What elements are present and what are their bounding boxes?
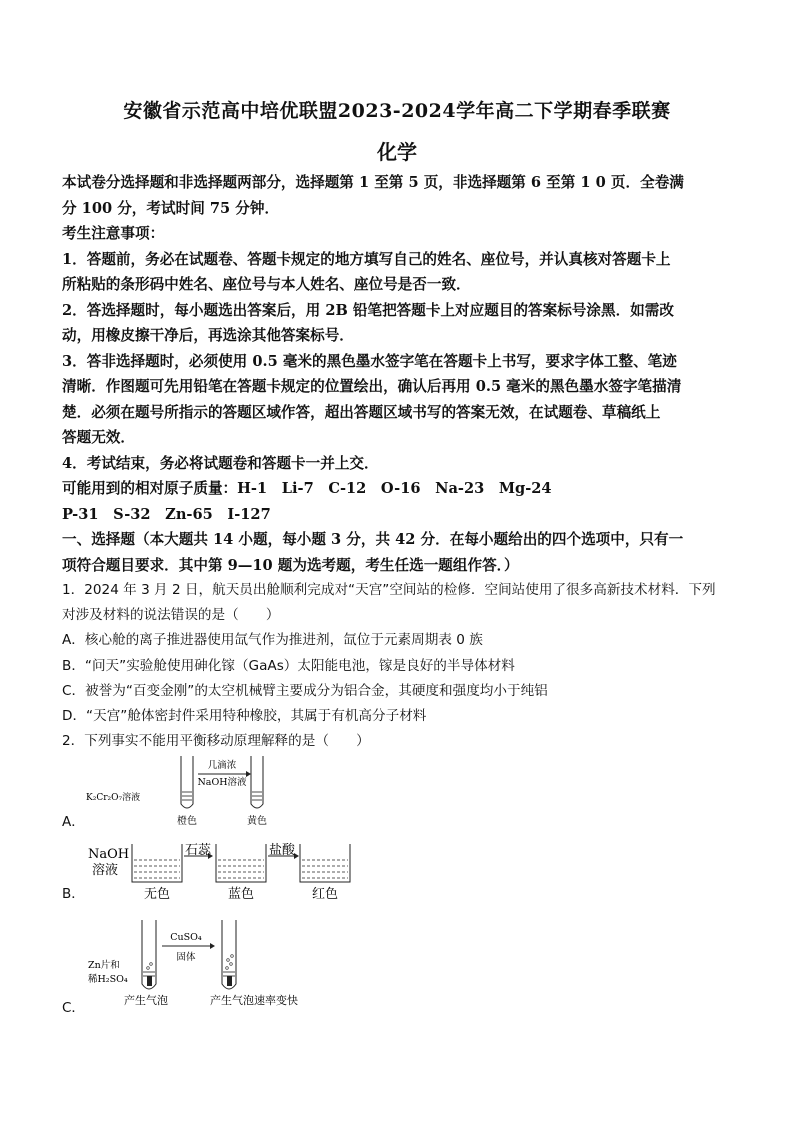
- option-c-label: C．: [62, 1000, 85, 1017]
- intro-line: 考生注意事项：: [62, 225, 165, 242]
- subject-title: 化学: [377, 140, 417, 164]
- beaker3-color: 红色: [311, 887, 339, 903]
- left-reagent-line2: 稀H₂SO₄: [88, 974, 128, 986]
- intro-line: 所粘贴的条形码中姓名、座位号与本人姓名、座位号是否一致．: [62, 276, 471, 293]
- intro-line: 楚．必须在题号所指示的答题区域作答，超出答题区域书写的答案无效，在试题卷、草稿纸上: [62, 403, 661, 421]
- arrow-reagent-top: 几滴浓: [207, 760, 237, 772]
- question-1-stem: 1．2024 年 3 月 2 日，航天员出舱顺利完成对“天宫”空间站的检修．空间站使用了很多高新技术材料．下列: [62, 582, 716, 598]
- left-solution-label: K₂Cr₂O₇溶液: [86, 793, 141, 804]
- intro-line: 3．答非选择题时，必须使用 0.5 毫米的黑色墨水签字笔在答题卡上书写，要求字体工整、笔迹: [62, 352, 677, 370]
- arrow-reagent-top: CuSO₄: [170, 932, 202, 944]
- option-a-figure: [62, 754, 734, 836]
- zinc-acid-diagram: [86, 916, 316, 1008]
- section-heading: 项符合题目要求．其中第 9—10 题为选考题，考生任选一题组作答．）: [62, 556, 519, 574]
- option-a-label: A．: [62, 814, 85, 831]
- left-color-label: 橙色: [177, 816, 197, 828]
- option-a: A．核心舱的离子推进器使用氙气作为推进剂，氙位于元素周期表 0 族: [62, 632, 483, 649]
- instructions: [62, 170, 734, 578]
- atomic-mass-line: P-31 S-32 Zn-65 I-127: [62, 505, 271, 523]
- intro-line: 清晰．作图题可先用铅笔在答题卡规定的位置绘出，确认后再用 0.5 毫米的黑色墨水签字笔描清: [62, 378, 682, 395]
- question-1-stem: 对涉及材料的说法错误的是（ ）: [62, 607, 280, 624]
- arrow-reagent-bottom: 固体: [176, 952, 196, 964]
- right-color-label: 黄色: [247, 816, 267, 828]
- arrow-reagent-bottom: NaOH溶液: [197, 777, 247, 789]
- option-b: B．“问天”实验舱使用砷化镓（GaAs）太阳能电池，镓是良好的半导体材料: [62, 657, 515, 674]
- exam-title: 安徽省示范高中培优联盟2023-2024学年高二下学期春季联赛: [123, 100, 671, 122]
- intro-line: 分 100 分，考试时间 75 分钟．: [62, 199, 280, 217]
- section-heading: 一、选择题（本大题共 14 小题，每小题 3 分，共 42 分．在每小题给出的四个选项中，只有一: [62, 531, 684, 548]
- dichromate-diagram: [86, 754, 306, 832]
- intro-line: 1．答题前，务必在试题卷、答题卡规定的地方填写自己的姓名、座位号，并认真核对答题卡上: [62, 250, 671, 268]
- option-d: D．“天宫”舱体密封件采用特种橡胶，其属于有机高分子材料: [62, 708, 427, 725]
- left-solution-line2: 溶液: [92, 863, 119, 879]
- option-c-figure: [62, 916, 734, 1016]
- beaker2-color: 蓝色: [227, 887, 255, 903]
- question-2-stem: 2．下列事实不能用平衡移动原理解释的是（ ）: [62, 733, 370, 750]
- left-caption: 产生气泡: [124, 994, 168, 1008]
- litmus-diagram: [86, 838, 356, 902]
- left-solution-line1: NaOH: [88, 847, 130, 863]
- arrow2-reagent: 盐酸: [269, 843, 296, 859]
- option-b-label: B．: [62, 886, 85, 903]
- intro-line: 2．答选择题时，每小题选出答案后，用 2B 铅笔把答题卡上对应题目的答案标号涂黑．如需改: [62, 301, 674, 319]
- intro-line: 动，用橡皮擦干净后，再选涂其他答案标号．: [62, 327, 354, 344]
- intro-line: 答题无效．: [62, 429, 135, 446]
- option-b-figure: [62, 836, 734, 916]
- intro-line: 4．考试结束，务必将试题卷和答题卡一并上交．: [62, 454, 379, 472]
- arrow1-reagent: 石蕊: [185, 843, 212, 859]
- beaker1-color: 无色: [143, 887, 171, 903]
- right-caption: 产生气泡速率变快: [210, 994, 298, 1008]
- exam-body: [62, 170, 734, 1016]
- left-reagent-line1: Zn片和: [88, 960, 120, 972]
- question-1: [62, 578, 734, 729]
- option-c: C．被誉为“百变金刚”的太空机械臂主要成分为铝合金，其硬度和强度均小于纯铝: [62, 682, 548, 699]
- atomic-mass-line: 可能用到的相对原子质量：H-1 Li-7 C-12 O-16 Na-23 Mg-24: [62, 480, 552, 497]
- question-2: [62, 729, 734, 1016]
- intro-line: 本试卷分选择题和非选择题两部分，选择题第 1 至第 5 页，非选择题第 6 至第 1 0 页．全卷满: [62, 174, 684, 191]
